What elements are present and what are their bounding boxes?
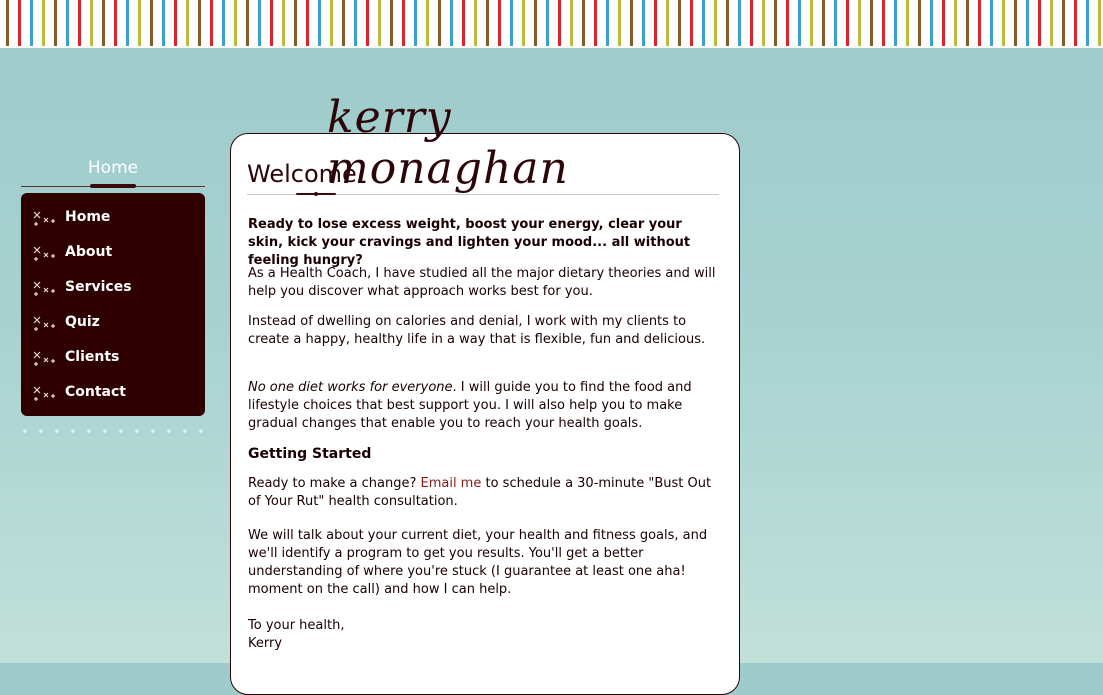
- emphasis-text: No one diet works for everyone: [248, 380, 453, 395]
- intro-paragraph: Ready to lose excess weight, boost your energy, clear your skin, kick your cravings and lighten your mood... all without feeling hungry?: [248, 217, 691, 268]
- sparkle-icon: [31, 279, 57, 297]
- page-title: Welcome: [247, 160, 357, 188]
- sidebar-item-about[interactable]: [21, 238, 205, 268]
- paragraph-text: . I will guide you to find the food and lifestyle choices that best support you. I will also help you to make gradual changes that enable you to reach your health goals.: [248, 380, 692, 431]
- sidebar-flourish-icon: [90, 184, 136, 188]
- sparkle-icon: [31, 384, 57, 402]
- sidebar-item-clients[interactable]: [21, 343, 205, 373]
- sidebar-item-home[interactable]: [21, 203, 205, 233]
- sparkle-icon: [31, 314, 57, 332]
- signature-name: Kerry: [248, 636, 283, 651]
- sidebar-item-label: Quiz: [65, 314, 100, 330]
- site-logo[interactable]: [325, 68, 655, 194]
- sparkle-icon: [31, 244, 57, 262]
- striped-header-banner: [0, 0, 1103, 48]
- sidebar-item-label: Contact: [65, 384, 126, 400]
- sidebar-item-quiz[interactable]: [21, 308, 205, 338]
- sidebar-item-label: Home: [65, 209, 111, 225]
- paragraph-health-coach: As a Health Coach, I have studied all the major dietary theories and will help you discover what approach works best for you.: [248, 266, 716, 299]
- paragraph-consultation: We will talk about your current diet, your health and fitness goals, and we'll identify a program to get you results. You'll get a better understanding of where you're stuck (I guarantee at least one aha! moment on the call) and how I can help.: [248, 528, 708, 597]
- sidebar-item-services[interactable]: [21, 273, 205, 303]
- sidebar-item-contact[interactable]: [21, 378, 205, 408]
- sidebar-item-label: About: [65, 244, 113, 260]
- paragraph-text: to schedule a 30-minute "Bust Out of Your Rut" health consultation.: [248, 476, 712, 509]
- sidebar-divider-dots-icon: [21, 425, 205, 437]
- closing-line: To your health,: [248, 618, 345, 633]
- sidebar-item-label: Services: [65, 279, 132, 295]
- paragraph-text: Ready to make a change?: [248, 476, 421, 491]
- sparkle-icon: [31, 349, 57, 367]
- sidebar-nav: [21, 193, 205, 416]
- logo-text: kerry monaghan: [327, 92, 569, 194]
- section-heading-getting-started: Getting Started: [248, 446, 372, 462]
- paragraph-no-one-diet: [248, 379, 720, 433]
- paragraph-ready: [248, 475, 720, 511]
- closing-signature: [248, 617, 720, 653]
- email-me-link[interactable]: Email me: [420, 476, 482, 491]
- sparkle-icon: [31, 209, 57, 227]
- sidebar-item-label: Clients: [65, 349, 120, 365]
- sidebar-heading: Home: [87, 158, 139, 178]
- paragraph-calories: Instead of dwelling on calories and denial, I work with my clients to create a happy, healthy life in a way that is flexible, fun and delicious.: [248, 314, 706, 347]
